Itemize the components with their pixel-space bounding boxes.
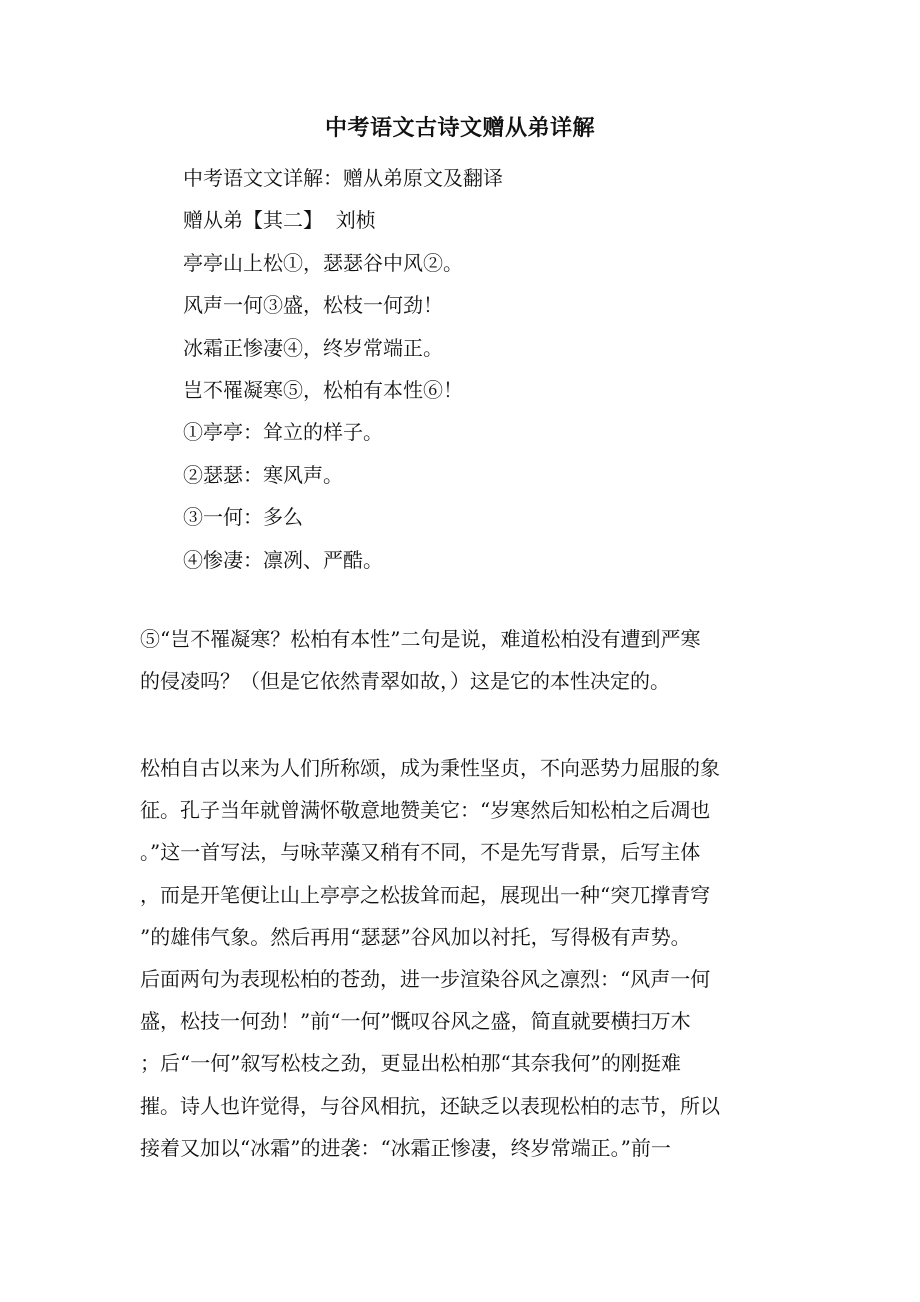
analysis-line-2: 征。孔子当年就曾满怀敬意地赞美它：“岁寒然后知松柏之后凋也 <box>140 798 711 823</box>
analysis-paragraph <box>140 747 780 1169</box>
analysis-line-10: 接着又加以“冰霜”的进袭：“冰霜正惨凄，终岁常端正。”前一 <box>140 1135 671 1160</box>
note-5-line-1: ⑤“岂不罹凝寒？松柏有本性”二句是说，难道松柏没有遭到严寒 <box>140 627 701 651</box>
analysis-line-3: 。”这一首写法，与咏苹藻又稍有不同，不是先写背景，后写主体 <box>140 840 701 865</box>
analysis-line-6: 后面两句为表现松柏的苍劲，进一步渲染谷风之凛烈：“风声一何 <box>140 967 711 992</box>
intro-block <box>183 157 783 581</box>
note-line-4: ④惨凄：凛冽、严酷。 <box>183 547 383 572</box>
document-title: 中考语文古诗文赠从弟详解 <box>324 115 595 141</box>
poem-line-2: 风声一何③盛，松枝一何劲！ <box>183 293 443 318</box>
poem-line-4: 岂不罹凝寒⑤，松柏有本性⑥！ <box>183 378 463 403</box>
note-line-3: ③一何：多么 <box>183 505 303 530</box>
analysis-line-8: ；后“一何”叙写松枝之劲，更显出松柏那“其奈我何”的刚挺难 <box>140 1051 681 1076</box>
poem-line-1: 亭亭山上松①，瑟瑟谷中风②。 <box>183 250 463 275</box>
analysis-line-9: 摧。诗人也许觉得，与谷风相抗，还缺乏以表现松柏的志节，所以 <box>140 1093 720 1118</box>
intro-line-poem-heading: 赠从弟【其二】 刘桢 <box>183 208 376 233</box>
note-5-line-2: 的侵凌吗？（但是它依然青翠如故，）这是它的本性决定的。 <box>140 669 670 693</box>
note-line-2: ②瑟瑟：寒风声。 <box>183 462 343 487</box>
intro-line-subtitle: 中考语文文详解：赠从弟原文及翻译 <box>183 166 503 190</box>
poem-line-3: 冰霜正惨凄④，终岁常端正。 <box>183 335 443 360</box>
note-line-1: ①亭亭：耸立的样子。 <box>183 420 383 445</box>
note-5-paragraph <box>140 618 780 702</box>
analysis-line-7: 盛，松技一何劲！”前“一何”慨叹谷风之盛，简直就要横扫万木 <box>140 1009 691 1034</box>
analysis-line-4: ，而是开笔便让山上亭亭之松拔耸而起，展现出一种“突兀撑青穹 <box>140 882 711 907</box>
analysis-line-1: 松柏自古以来为人们所称颂，成为秉性坚贞，不向恶势力屈服的象 <box>140 756 720 780</box>
analysis-line-5: ”的雄伟气象。然后再用“瑟瑟”谷风加以衬托，写得极有声势。 <box>140 924 691 949</box>
